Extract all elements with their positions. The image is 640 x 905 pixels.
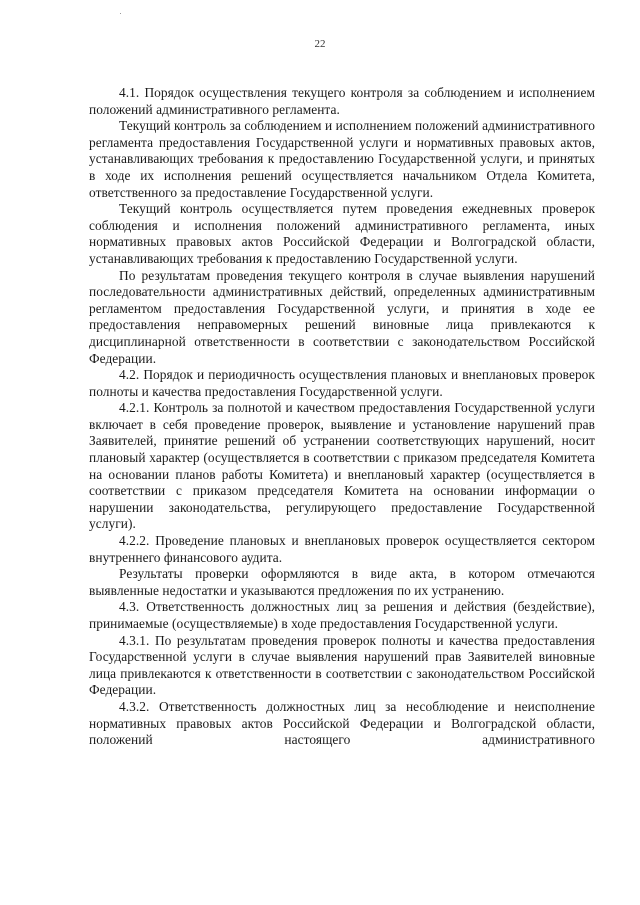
page-number: 22 bbox=[314, 38, 326, 50]
paragraph-disciplinary: По результатам проведения текущего контроля в случае выявления нарушений последовательности административных действий, определенных административным регламентом предоставления Государственной услуги, и принятия в ходе ее предоставления неправомерных решений виновные лица привлекаются к дисциплинарной ответственности в соответствии с законодательством Российской Федерации. bbox=[89, 267, 595, 366]
scan-speck bbox=[120, 13, 121, 14]
paragraph-audit-results: Результаты проверки оформляются в виде акта, в котором отмечаются выявленные недостатки и указываются предложения по их устранению. bbox=[89, 566, 595, 598]
paragraph-4-2-1: 4.2.1. Контроль за полнотой и качеством предоставления Государственной услуги включает в себя проведение проверок, выявление и установление нарушений прав Заявителей, принятие решений об устранении соответствующих нарушений, носит плановый характер (осуществляется в соответствии с приказом председателя Комитета на основании планов работы Комитета) и внеплановый характер (осуществляется в соответствии с приказом председателя Комитета на основании информации о нарушении законодательства, регулирующего предоставление Государственной услуги). bbox=[89, 400, 595, 532]
paragraph-4-3: 4.3. Ответственность должностных лиц за решения и действия (бездействие), принимаемые (осуществляемые) в ходе предоставления Государственной услуги. bbox=[89, 599, 595, 631]
paragraph-4-3-1: 4.3.1. По результатам проведения проверок полноты и качества предоставления Государственной услуги в случае выявления нарушений прав Заявителей виновные лица привлекаются к ответственности в соответствии с законодательством Российской Федерации. bbox=[89, 632, 595, 698]
document-body bbox=[89, 85, 595, 749]
paragraph-4-2-2: 4.2.2. Проведение плановых и внеплановых проверок осуществляется сектором внутреннего финансового аудита. bbox=[89, 533, 595, 565]
paragraph-daily-checks: Текущий контроль осуществляется путем проведения ежедневных проверок соблюдения и исполнения положений административного регламента, иных нормативных правовых актов Российской Федерации и Волгоградской области, устанавливающих требования к предоставлению Государственной услуги. bbox=[89, 201, 595, 266]
paragraph-4-1: 4.1. Порядок осуществления текущего контроля за соблюдением и исполнением положений административного регламента. bbox=[89, 85, 595, 117]
paragraph-current-control: Текущий контроль за соблюдением и исполнением положений административного регламента предоставления Государственной услуги и нормативных правовых актов, устанавливающих требования к предоставлению Государственной услуги, и принятых в ходе их исполнения решений осуществляется начальником Отдела Комитета, ответственного за предоставление Государственной услуги. bbox=[89, 118, 595, 200]
paragraph-4-3-2: 4.3.2. Ответственность должностных лиц за несоблюдение и неисполнение нормативных правовых актов Российской Федерации и Волгоградской области, положений настоящего административного bbox=[89, 698, 595, 748]
paragraph-4-2: 4.2. Порядок и периодичность осуществления плановых и внеплановых проверок полноты и качества предоставления Государственной услуги. bbox=[89, 367, 595, 399]
